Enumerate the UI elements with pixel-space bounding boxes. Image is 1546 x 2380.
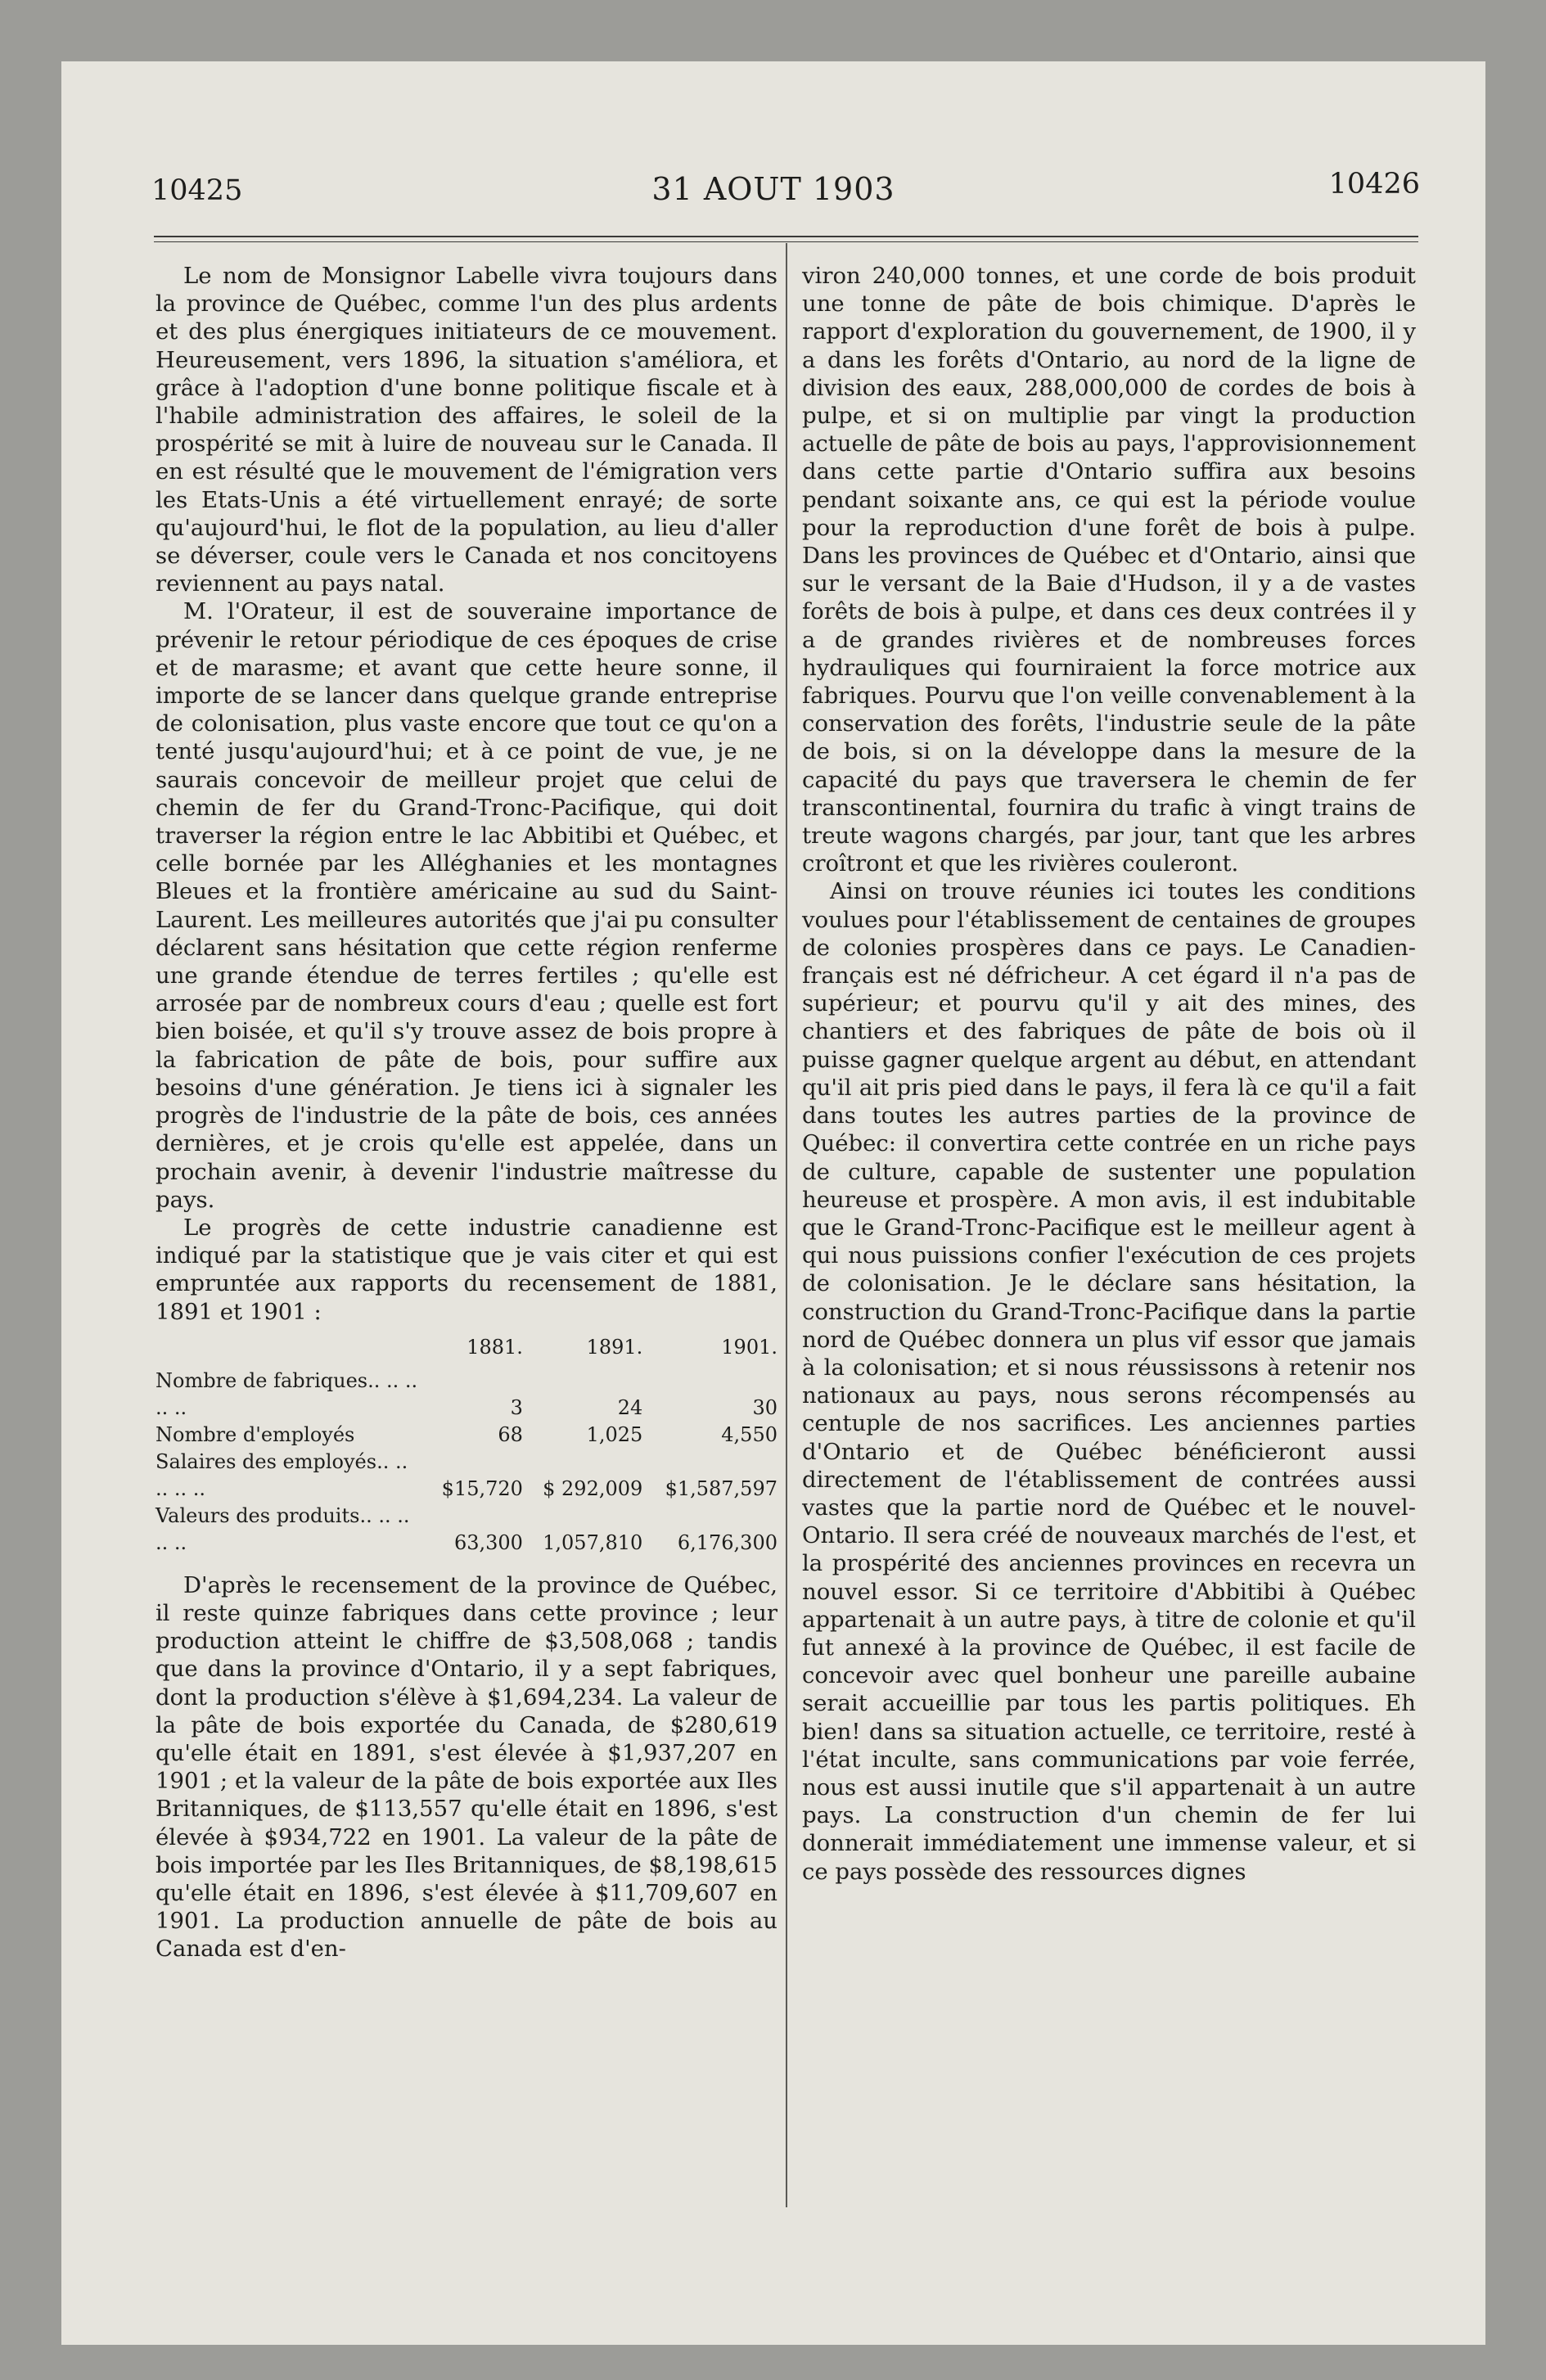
page-date: 31 AOUT 1903: [651, 171, 895, 207]
left-column: [156, 262, 778, 1963]
year-header: 1881.: [467, 1335, 523, 1359]
cell: 4,550: [721, 1422, 778, 1446]
row-label: Nombre de fabriques.. .. .. .. ..: [156, 1368, 418, 1419]
column-divider: [786, 243, 787, 2207]
table-header-row: [156, 1334, 778, 1368]
year-header: 1891.: [586, 1335, 643, 1359]
paragraph: Le nom de Monsignor Labelle vivra toujours dans la province de Québec, comme l'un des plus ardents et des plus énergiques initiateurs de ce mouvement. Heureusement, vers 1896, la situation s'améliora, et grâce à l'adoption d'une bonne politique fiscale et à l'habile administration des affaires, le soleil de la prospérité se mit à luire de nouveau sur le Canada. Il en est résulté que le mouvement de l'émigration vers les Etats-Unis a été virtuellement enrayé; de sorte qu'aujourd'hui, le flot de la population, au lieu d'aller se déverser, coule vers le Canada et nos concitoyens reviennent au pays natal.: [156, 263, 778, 597]
cell: 68: [498, 1422, 523, 1446]
table-row: [156, 1422, 778, 1449]
cell: $ 292,009: [543, 1476, 643, 1500]
page-number-right: 10426: [1328, 168, 1420, 201]
table-row: [156, 1503, 778, 1557]
statistics-table: [156, 1334, 778, 1557]
paragraph: D'après le recensement de la province de Québec, il reste quinze fabriques dans cette province ; leur production atteint le chiffre de $3,508,068 ; tandis que dans la province d'Ontario, il y a sept fabriques, dont la production s'élève à $1,694,234. La valeur de la pâte de bois exportée du Canada, de $280,619 qu'elle était en 1891, s'est élevée à $1,937,207 en 1901 ; et la valeur de la pâte de bois exportée aux Iles Britanniques, de $113,557 qu'elle était en 1896, s'est élevée à $934,722 en 1901. La valeur de la pâte de bois importée par les Iles Britanniques, de $8,198,615 qu'elle était en 1896, s'est élevée à $11,709,607 en 1901. La production annuelle de pâte de bois au Canada est d'en-: [156, 1571, 778, 1963]
page-number-left: 10425: [151, 174, 243, 207]
cell: 30: [752, 1395, 778, 1419]
table-row: [156, 1449, 778, 1503]
cell: 24: [617, 1395, 643, 1419]
cell: 6,176,300: [677, 1530, 778, 1554]
row-label: Salaires des employés.. .. .. .. ..: [156, 1449, 408, 1500]
paragraph: viron 240,000 tonnes, et une corde de bois produit une tonne de pâte de bois chimique. D'après le rapport d'exploration du gouvernement, de 1900, il y a dans les forêts d'Ontario, au nord de la ligne de division des eaux, 288,000,000 de cordes de bois à pulpe, et si on multiplie par vingt la production actuelle de pâte de bois au pays, l'approvisionnement dans cette partie d'Ontario suffira aux besoins pendant soixante ans, ce qui est la période voulue pour la reproduction d'une forêt de bois à pulpe. Dans les provinces de Québec et d'Ontario, ainsi que sur le versant de la Baie d'Hudson, il y a de vastes forêts de bois à pulpe, et dans ces deux contrées il y a de grandes rivières et de nombreuses forces hydrauliques qui fourniraient la force motrice aux fabriques. Pourvu que l'on veille convenablement à la conservation des forêts, l'industrie seule de la pâte de bois, si on la développe dans la mesure de la capacité du pays que traversera le chemin de fer transcontinental, fournira du trafic à vingt trains de treute wagons chargés, par jour, tant que les arbres croîtront et que les rivières couleront.: [802, 263, 1416, 877]
right-column: [802, 262, 1416, 1886]
paragraph: M. l'Orateur, il est de souveraine importance de prévenir le retour périodique de ces époques de crise et de marasme; et avant que cette heure sonne, il importe de se lancer dans quelque grande entreprise de colonisation, plus vaste encore que tout ce qu'on a tenté jusqu'aujourd'hui; et à ce point de vue, je ne saurais concevoir de meilleur projet que celui de chemin de fer du Grand-Tronc-Pacifique, qui doit traverser la région entre le lac Abbitibi et Québec, et celle bornée par les Alléghanies et les montagnes Bleues et la frontière américaine au sud du Saint-Laurent. Les meilleures autorités que j'ai pu consulter déclarent sans hésitation que cette région renferme une grande étendue de terres fertiles ; qu'elle est arrosée par de nombreux cours d'eau ; quelle est fort bien boisée, et qu'il s'y trouve assez de bois propre à la fabrication de pâte de bois, pour suffire aux besoins d'une génération. Je tiens ici à signaler les progrès de l'industrie de la pâte de bois, ces années dernières, et je crois qu'elle est appelée, dans un prochain avenir, à devenir l'industrie maîtresse du pays.: [156, 598, 778, 1213]
row-label: Nombre d'employés: [156, 1422, 355, 1446]
cell: 1,057,810: [543, 1530, 643, 1554]
paragraph: Le progrès de cette industrie canadienne est indiqué par la statistique que je vais citer et qui est empruntée aux rapports du recensement de 1881, 1891 et 1901 :: [156, 1214, 778, 1325]
cell: 63,300: [453, 1530, 523, 1554]
cell: 3: [510, 1395, 523, 1419]
row-label: Valeurs des produits.. .. .. .. ..: [156, 1503, 410, 1554]
header-rule: [154, 236, 1418, 242]
cell: 1,025: [586, 1422, 643, 1446]
year-header: 1901.: [721, 1335, 778, 1359]
paragraph: Ainsi on trouve réunies ici toutes les conditions voulues pour l'établissement de centaines de groupes de colonies prospères dans ce pays. Le Canadien-français est né défricheur. A cet égard il n'a pas de supérieur; et pourvu qu'il y ait des mines, des chantiers et des fabriques de pâte de bois où il puisse gagner quelque argent au début, en attendant qu'il ait pris pied dans le pays, il fera là ce qu'il a fait dans toutes les autres parties de la province de Québec: il convertira cette contrée en un riche pays de culture, capable de sustenter une population heureuse et prospère. A mon avis, il est indubitable que le Grand-Tronc-Pacifique est le meilleur agent à qui nous puissions confier l'exécution de ces projets de colonisation. Je le déclare sans hésitation, la construction du Grand-Tronc-Pacifique dans la partie nord de Québec donnera un plus vif essor que jamais à la colonisation; et si nous réussissons à retenir nos nationaux au pays, nous serons récompensés au centuple de nos sacrifices. Les anciennes parties d'Ontario et de Québec bénéficieront aussi directement de l'établissement de contrées aussi vastes que la partie nord de Québec et le nouvel-Ontario. Il sera créé de nouveaux marchés de l'est, et la prospérité des anciennes provinces en recevra un nouvel essor. Si ce territoire d'Abbitibi à Québec appartenait à un autre pays, à titre de colonie et qu'il fut annexé à la province de Québec, il est facile de concevoir avec quel bonheur une pareille aubaine serait accueillie par tous les partis politiques. Eh bien! dans sa situation actuelle, ce territoire, resté à l'état inculte, sans communications par voie ferrée, nous est aussi inutile que s'il appartenait à un autre pays. La construction d'un chemin de fer lui donnerait immédiatement une immense valeur, et si ce pays possède des ressources dignes: [802, 878, 1416, 1885]
table-row: [156, 1368, 778, 1422]
cell: $15,720: [441, 1476, 523, 1500]
cell: $1,587,597: [665, 1476, 778, 1500]
page-header: [61, 61, 1485, 225]
page: [61, 61, 1485, 2345]
